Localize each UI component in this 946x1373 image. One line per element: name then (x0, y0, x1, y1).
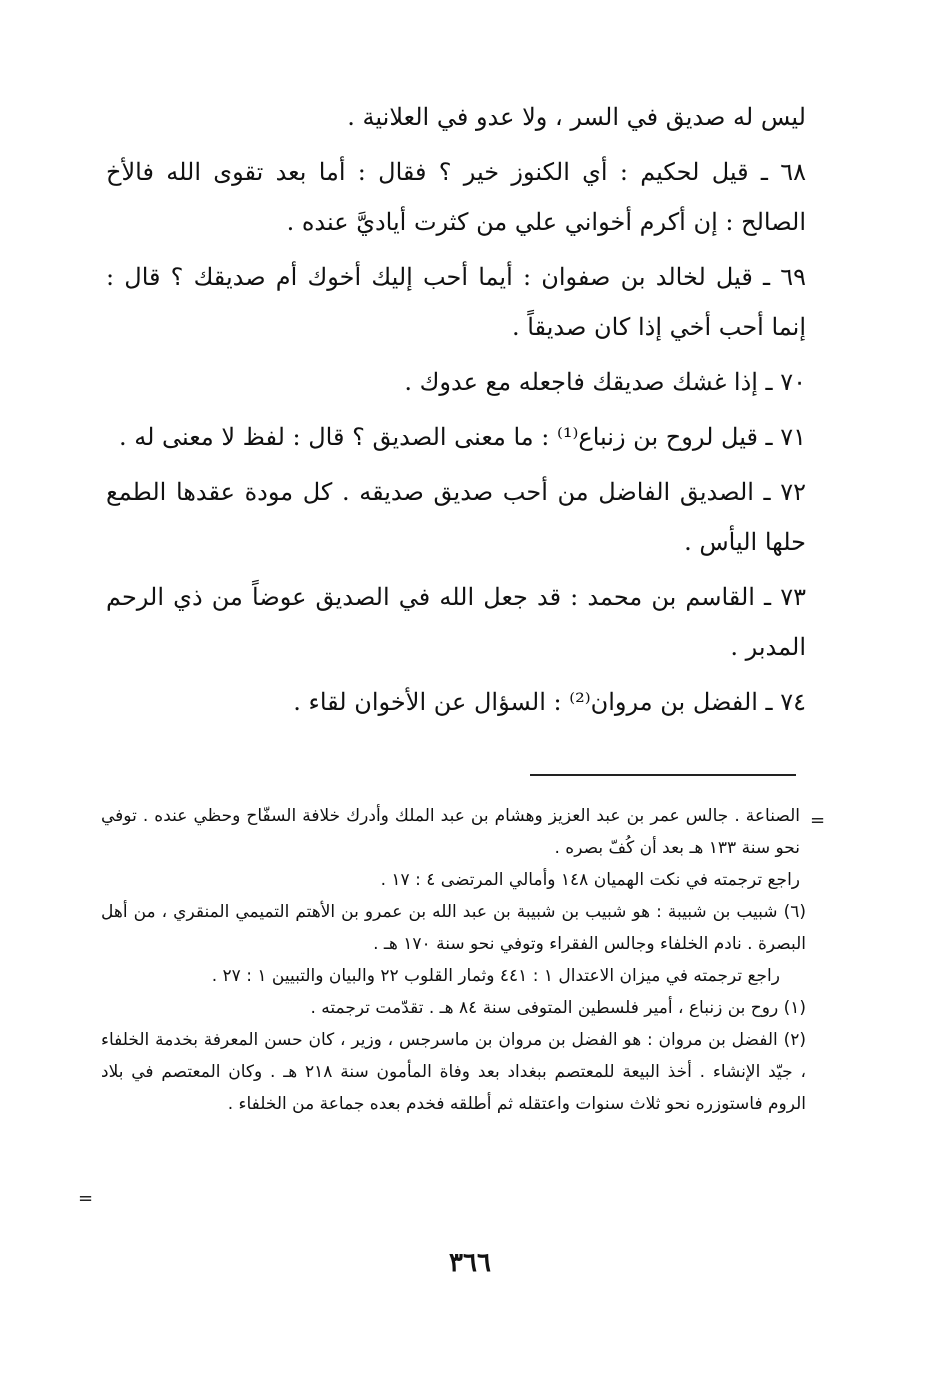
footnotes (101, 800, 806, 1120)
paragraph-73: ٧٣ ـ القاسم بن محمد : قد جعل الله في الصديق عوضاً من ذي الرحم المدبر . (106, 583, 806, 661)
footnote-2: (٢) الفضل بن مروان : هو الفضل بن مروان بن ماسرجس ، وزير ، كان حسن المعرفة بخدمة الخلفاء ، جيّد الإنشاء . أخذ البيعة للمعتصم ببغداد بعد وفاة المأمون سنة ٢١٨ هـ . وكان المعتصم في بلاد الروم فاستوزره نحو ثلاث سنوات واعتقله ثم أطلقه فخدم بعده جماعة من الخلفاء . (101, 1030, 806, 1114)
paragraph-70: ٧٠ ـ إذا غشك صديقك فاجعله مع عدوك . (404, 368, 806, 396)
paragraph-69: ٦٩ ـ قيل لخالد بن صفوان : أيما أحب إليك أخوك أم صديقك ؟ قال : إنما أحب أخي إذا كان صديقاً . (106, 263, 806, 341)
footnote-6-reference: راجع ترجمته في ميزان الاعتدال ١ : ٤٤١ وثمار القلوب ٢٢ والبيان والتبيين ١ : ٢٧ . (211, 966, 780, 986)
footnote-6: (٦) شبيب بن شبيبة : هو شبيب بن شبيبة بن عبد الله بن عمرو بن الأهتم التميمي المنقري ، من أهل البصرة . نادم الخلفاء وجالس الفقراء وتوفي نحو سنة ١٧٠ هـ . (101, 902, 806, 954)
paragraph-71: ٧١ ـ قيل لروح بن زنباع⁽¹⁾ : ما معنى الصديق ؟ قال : لفظ لا معنى له . (118, 423, 806, 451)
paragraph-74: ٧٤ ـ الفضل بن مروان⁽²⁾ : السؤال عن الأخوان لقاء . (293, 688, 806, 716)
continuation-mark-bottom: = (78, 1188, 94, 1209)
main-text (106, 92, 806, 732)
footnote-1: (١) روح بن زنباع ، أمير فلسطين المتوفى سنة ٨٤ هـ . تقدّمت ترجمته . (310, 998, 806, 1018)
paragraph-intro: ليس له صديق في السر ، ولا عدو في العلانية . (347, 103, 806, 131)
continuation-mark-top: = (810, 810, 826, 831)
paragraph-68: ٦٨ ـ قيل لحكيم : أي الكنوز خير ؟ فقال : أما بعد تقوى الله فالأخ الصالح : إن أكرم أخواني علي من كثرت أياديَّ عنده . (106, 158, 806, 236)
page-number: ٣٦٦ (449, 1248, 491, 1278)
paragraph-72: ٧٢ ـ الصديق الفاضل من أحب صديق صديقه . كل مودة عقدها الطمع حلها اليأس . (106, 478, 806, 556)
footnote-divider (530, 774, 796, 776)
footnote-continued-reference: راجع ترجمته في نكت الهميان ١٤٨ وأمالي المرتضى ٤ : ١٧ . (380, 870, 800, 890)
footnote-continued: الصناعة . جالس عمر بن عبد العزيز وهشام بن عبد الملك وأدرك خلافة السفّاح وحظي عنده . توفي نحو سنة ١٣٣ هـ بعد أن كُفّ بصره . (101, 806, 800, 858)
